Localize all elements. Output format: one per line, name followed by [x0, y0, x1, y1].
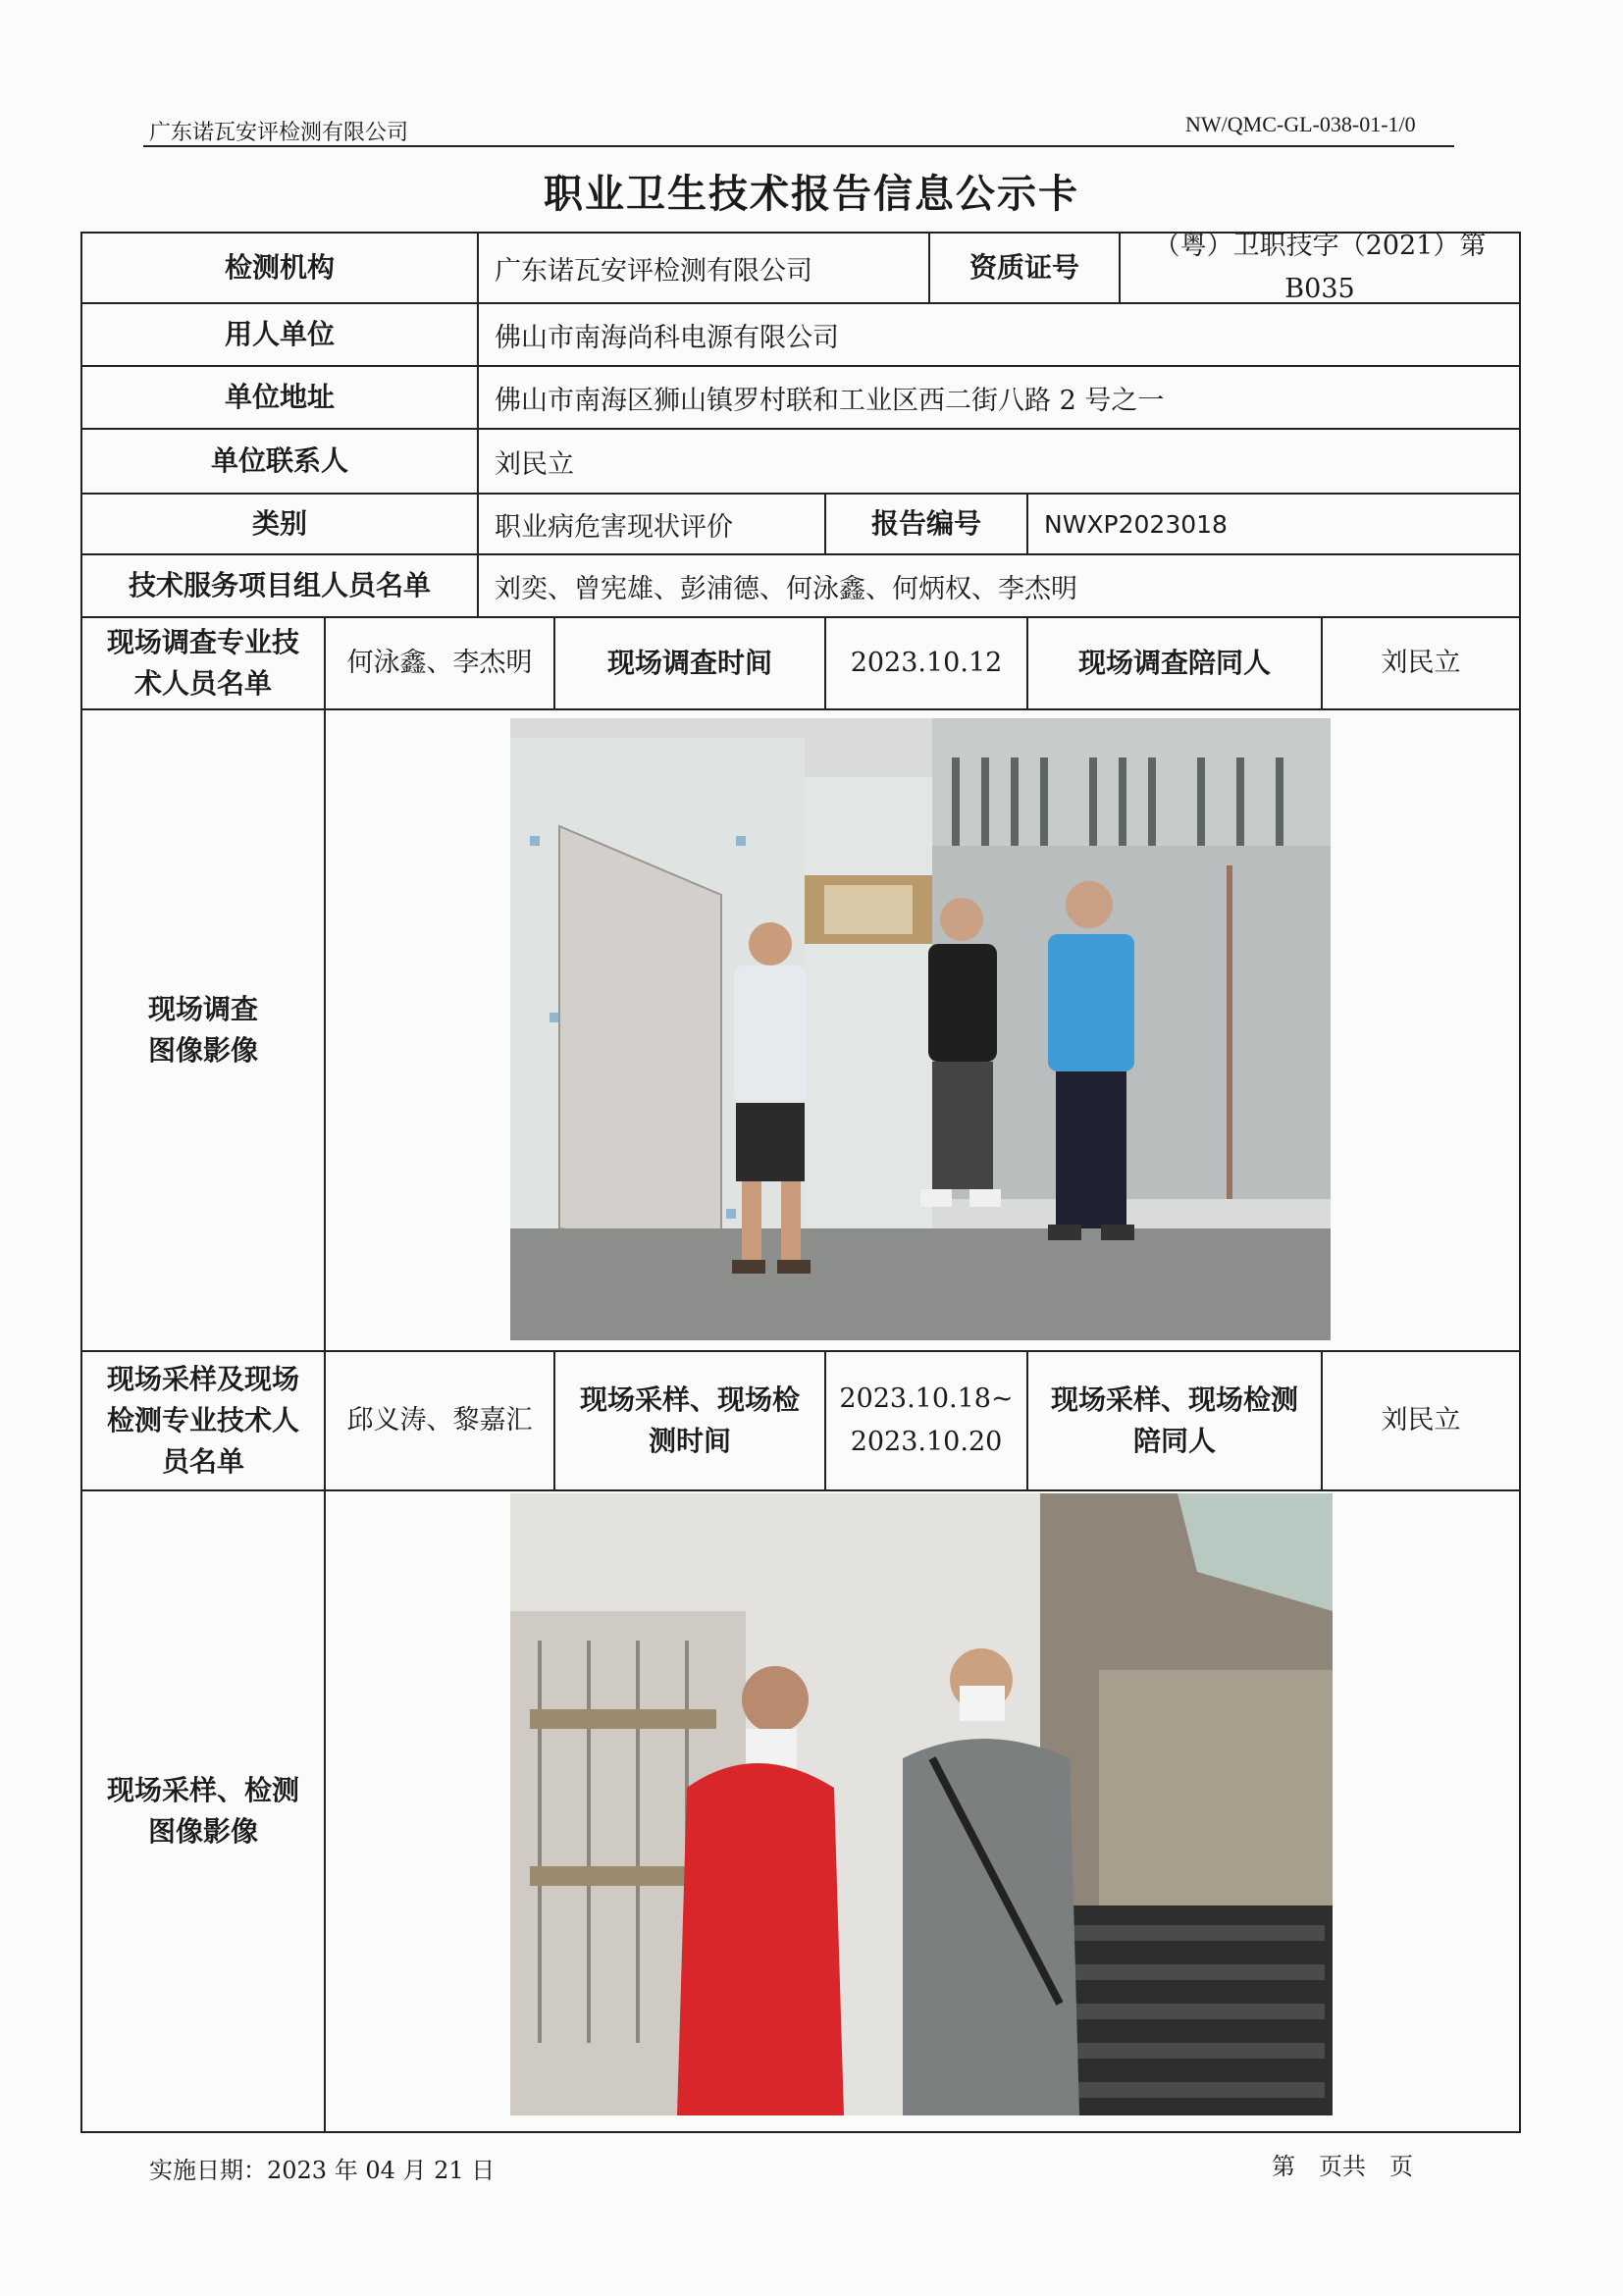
sampling-image-label-line1: 现场采样、检测: [106, 1774, 299, 1806]
category-label: 类别: [80, 493, 479, 555]
sampling-escort-value: 刘民立: [1321, 1350, 1521, 1491]
survey-image-label-line1: 现场调查: [147, 993, 258, 1025]
sampling-escort-label-line1: 现场采样、现场检测: [1050, 1383, 1298, 1416]
team-value: 刘奕、曾宪雄、彭浦德、何泳鑫、何炳权、李杰明: [477, 553, 1521, 618]
sampling-staff-label-line2: 检测专业技术人: [106, 1404, 299, 1436]
address-label: 单位地址: [80, 365, 479, 430]
sampling-time-value-line2: 2023.10.20: [850, 1427, 1003, 1457]
contact-value: 刘民立: [477, 428, 1521, 495]
report-no-label: 报告编号: [824, 493, 1028, 555]
sampling-photo: [510, 1493, 1333, 2115]
survey-staff-label: [80, 616, 326, 710]
footer-page: 第 页共 页: [1272, 2153, 1413, 2180]
page-title: 职业卫生技术报告信息公示卡: [544, 172, 1079, 217]
sampling-image-label-line2: 图像影像: [147, 1815, 258, 1848]
report-no-value: NWXP2023018: [1026, 493, 1521, 555]
sampling-staff-value: 邱义涛、黎嘉汇: [324, 1350, 555, 1491]
sampling-escort-label: [1026, 1350, 1323, 1491]
sampling-staff-label-line1: 现场采样及现场: [106, 1363, 299, 1395]
team-label: 技术服务项目组人员名单: [80, 553, 479, 618]
survey-staff-label-line1: 现场调查专业技: [106, 626, 299, 658]
institution-value: 广东诺瓦安评检测有限公司: [477, 232, 930, 304]
header-divider: [143, 145, 1454, 147]
sampling-time-label-line2: 测时间: [648, 1425, 731, 1457]
survey-photo: [510, 718, 1331, 1340]
survey-image-label-line2: 图像影像: [147, 1034, 258, 1067]
sampling-time-label: [553, 1350, 826, 1491]
sampling-staff-label: [80, 1350, 326, 1491]
category-value: 职业病危害现状评价: [477, 493, 826, 555]
qualification-label: 资质证号: [928, 232, 1121, 304]
employer-label: 用人单位: [80, 302, 479, 367]
survey-escort-value: 刘民立: [1321, 616, 1521, 710]
institution-label: 检测机构: [80, 232, 479, 304]
sampling-escort-label-line2: 陪同人: [1132, 1425, 1216, 1457]
sampling-time-value: [824, 1350, 1028, 1491]
survey-time-value: 2023.10.12: [824, 616, 1028, 710]
sampling-staff-label-line3: 员名单: [161, 1445, 244, 1478]
survey-time-label: 现场调查时间: [553, 616, 826, 710]
survey-escort-label: 现场调查陪同人: [1026, 616, 1323, 710]
employer-value: 佛山市南海尚科电源有限公司: [477, 302, 1521, 367]
survey-staff-value: 何泳鑫、李杰明: [324, 616, 555, 710]
sampling-image-label: [80, 1489, 326, 2133]
header-doc-code: NW/QMC-GL-038-01-1/0: [1185, 112, 1416, 136]
qualification-value: （粤）卫职技字（2021）第 B035: [1119, 232, 1521, 304]
contact-label: 单位联系人: [80, 428, 479, 495]
survey-image-label: [80, 708, 326, 1352]
footer-date: 实施日期：2023 年 04 月 21 日: [149, 2157, 496, 2184]
sampling-time-value-line1: 2023.10.18~: [839, 1383, 1014, 1414]
address-value: 佛山市南海区狮山镇罗村联和工业区西二街八路 2 号之一: [477, 365, 1521, 430]
sampling-time-label-line1: 现场采样、现场检: [579, 1383, 800, 1416]
header-company: 广东诺瓦安评检测有限公司: [149, 121, 409, 145]
survey-staff-label-line2: 术人员名单: [133, 667, 272, 700]
